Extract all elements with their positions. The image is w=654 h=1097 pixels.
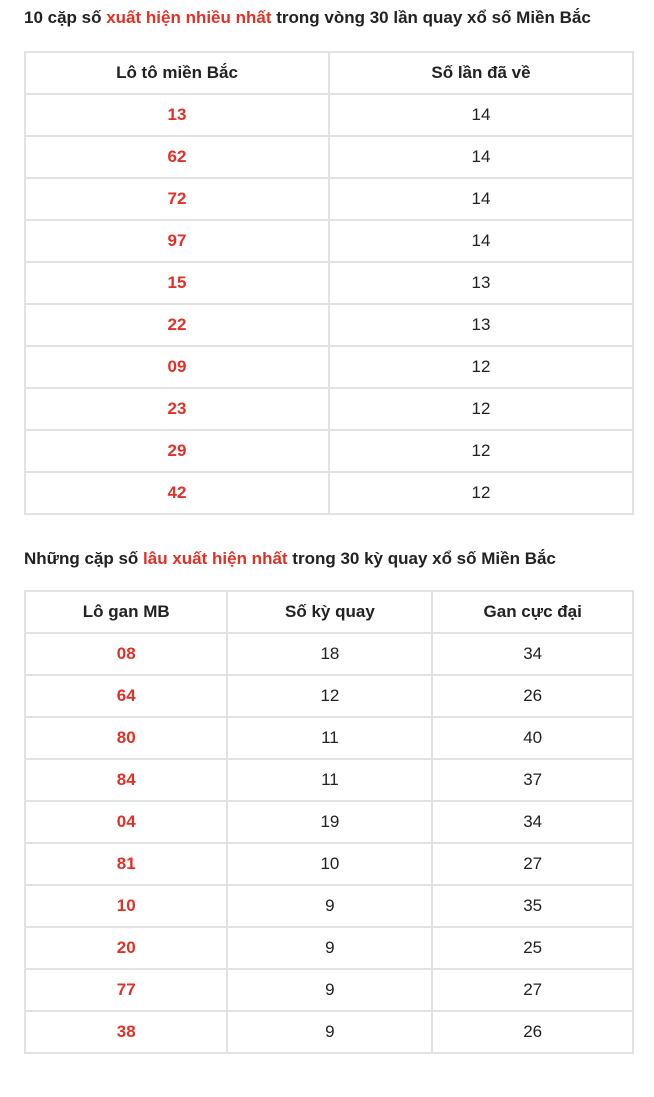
column-header-draws: Số kỳ quay <box>227 591 432 633</box>
column-header-count: Số lần đã về <box>329 52 633 94</box>
lotto-number: 62 <box>25 136 329 178</box>
lotto-number: 20 <box>25 927 227 969</box>
max-gan: 34 <box>432 801 633 843</box>
lotto-number: 29 <box>25 430 329 472</box>
lotto-number: 77 <box>25 969 227 1011</box>
most-frequent-table <box>24 51 634 515</box>
lotto-number: 08 <box>25 633 227 675</box>
section1-heading-post: trong vòng 30 lần quay xổ số Miền Bắc <box>271 8 591 27</box>
table-row <box>25 759 633 801</box>
lotto-number: 84 <box>25 759 227 801</box>
section2-heading-highlight: lâu xuất hiện nhất <box>143 549 288 568</box>
lotto-number: 80 <box>25 717 227 759</box>
lotto-number: 15 <box>25 262 329 304</box>
section2-heading-post: trong 30 kỳ quay xổ số Miền Bắc <box>287 549 556 568</box>
draw-count: 18 <box>227 633 432 675</box>
column-header-number: Lô tô miền Bắc <box>25 52 329 94</box>
table-row <box>25 801 633 843</box>
table-row <box>25 262 633 304</box>
draw-count: 9 <box>227 1011 432 1053</box>
appearance-count: 14 <box>329 136 633 178</box>
lotto-number: 22 <box>25 304 329 346</box>
table-row <box>25 136 633 178</box>
section2-heading-pre: Những cặp số <box>24 549 144 568</box>
lotto-number: 81 <box>25 843 227 885</box>
appearance-count: 12 <box>329 430 633 472</box>
appearance-count: 12 <box>329 346 633 388</box>
appearance-count: 14 <box>329 94 633 136</box>
table-row <box>25 388 633 430</box>
section1-heading-highlight: xuất hiện nhiều nhất <box>106 8 272 27</box>
max-gan: 26 <box>432 675 633 717</box>
appearance-count: 13 <box>329 262 633 304</box>
max-gan: 37 <box>432 759 633 801</box>
max-gan: 35 <box>432 885 633 927</box>
lotto-number: 04 <box>25 801 227 843</box>
table-row <box>25 304 633 346</box>
draw-count: 9 <box>227 927 432 969</box>
section1-heading <box>24 3 634 33</box>
draw-count: 11 <box>227 717 432 759</box>
lotto-number: 64 <box>25 675 227 717</box>
max-gan: 27 <box>432 843 633 885</box>
table-row <box>25 346 633 388</box>
table-row <box>25 94 633 136</box>
lotto-number: 38 <box>25 1011 227 1053</box>
table-header-row <box>25 52 633 94</box>
draw-count: 9 <box>227 885 432 927</box>
overdue-numbers-table <box>24 590 634 1054</box>
table-row <box>25 927 633 969</box>
table-row <box>25 178 633 220</box>
lotto-number: 72 <box>25 178 329 220</box>
max-gan: 40 <box>432 717 633 759</box>
max-gan: 26 <box>432 1011 633 1053</box>
max-gan: 34 <box>432 633 633 675</box>
column-header-max-gan: Gan cực đại <box>432 591 633 633</box>
table-row <box>25 472 633 514</box>
table-row <box>25 969 633 1011</box>
column-header-gan: Lô gan MB <box>25 591 227 633</box>
max-gan: 27 <box>432 969 633 1011</box>
draw-count: 19 <box>227 801 432 843</box>
draw-count: 11 <box>227 759 432 801</box>
appearance-count: 12 <box>329 472 633 514</box>
table-row <box>25 717 633 759</box>
lotto-number: 09 <box>25 346 329 388</box>
appearance-count: 13 <box>329 304 633 346</box>
draw-count: 9 <box>227 969 432 1011</box>
lotto-number: 13 <box>25 94 329 136</box>
table-row <box>25 1011 633 1053</box>
page-content <box>0 3 654 1054</box>
appearance-count: 14 <box>329 220 633 262</box>
lotto-number: 23 <box>25 388 329 430</box>
table-row <box>25 885 633 927</box>
appearance-count: 12 <box>329 388 633 430</box>
table-row <box>25 633 633 675</box>
table-row <box>25 430 633 472</box>
table-row <box>25 843 633 885</box>
table-row <box>25 220 633 262</box>
draw-count: 10 <box>227 843 432 885</box>
draw-count: 12 <box>227 675 432 717</box>
lotto-number: 10 <box>25 885 227 927</box>
section2-heading <box>24 544 634 574</box>
lotto-number: 97 <box>25 220 329 262</box>
lotto-number: 42 <box>25 472 329 514</box>
max-gan: 25 <box>432 927 633 969</box>
section1-heading-pre: 10 cặp số <box>24 8 107 27</box>
table-row <box>25 675 633 717</box>
appearance-count: 14 <box>329 178 633 220</box>
table-header-row <box>25 591 633 633</box>
